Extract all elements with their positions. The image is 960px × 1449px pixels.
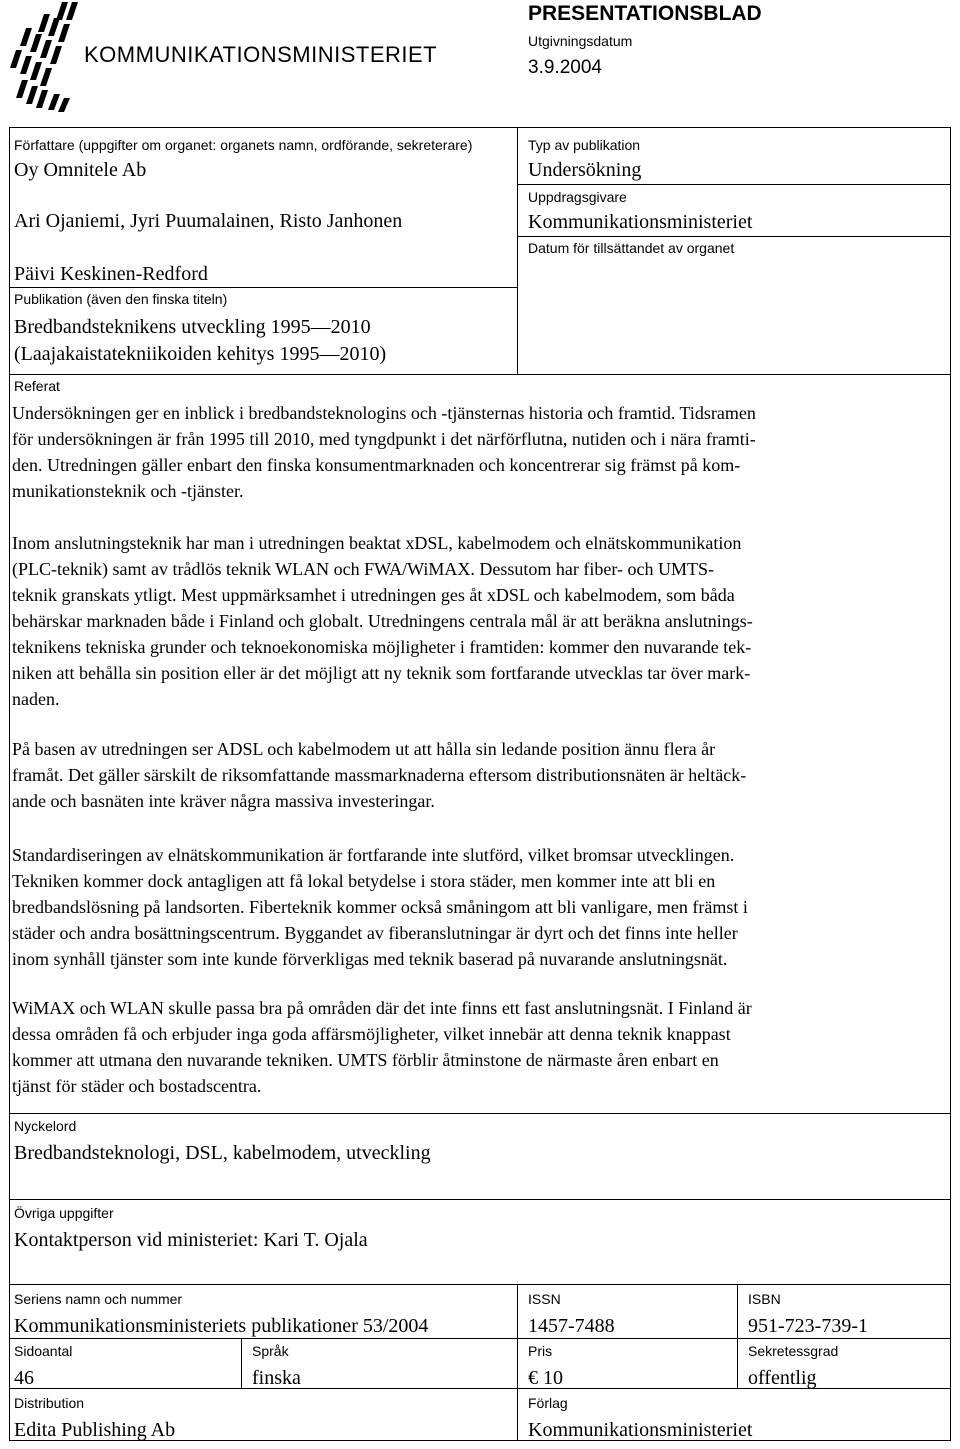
text-line: munikationsteknik och -tjänster. bbox=[12, 481, 244, 501]
top-box-border-top bbox=[9, 127, 951, 128]
series-label: Seriens namn och nummer bbox=[14, 1291, 183, 1307]
publication-date-value: 3.9.2004 bbox=[528, 57, 602, 78]
language-value: finska bbox=[252, 1367, 301, 1389]
secrecy-label: Sekretessgrad bbox=[748, 1343, 839, 1359]
issn-value: 1457-7488 bbox=[528, 1315, 615, 1337]
authors-names: Ari Ojaniemi, Jyri Puumalainen, Risto Janhonen bbox=[14, 210, 403, 232]
text-line: Tekniken kommer dock antagligen att få lokal betydelse i stora städer, men kommer inte att bli en bbox=[12, 871, 716, 891]
text-line: dessa områden få och erbjuder inga goda affärsmöjligheter, vilket innebär att denna teknik knappast bbox=[12, 1024, 731, 1044]
keywords-value: Bredbandsteknologi, DSL, kabelmodem, utveckling bbox=[14, 1142, 431, 1164]
abstract-paragraph-2 bbox=[12, 530, 944, 712]
client-value: Kommunikationsministeriet bbox=[528, 211, 753, 233]
text-line: ande och basnäten inte kräver några massiva investeringar. bbox=[12, 791, 435, 811]
footer-table-top bbox=[9, 1284, 951, 1285]
footer-col-divider-mid bbox=[517, 1284, 518, 1440]
distribution-value: Edita Publishing Ab bbox=[14, 1419, 176, 1441]
pages-value: 46 bbox=[14, 1367, 34, 1389]
abstract-divider bbox=[9, 374, 951, 375]
language-label: Språk bbox=[252, 1343, 289, 1359]
footer-row-divider-1 bbox=[9, 1338, 951, 1339]
text-line: framåt. Det gäller särskilt de riksomfattande massmarknaderna eftersom distributionsnäten är heltäck- bbox=[12, 765, 747, 785]
document-type-title: PRESENTATIONSBLAD bbox=[528, 2, 762, 25]
pages-label: Sidoantal bbox=[14, 1343, 73, 1359]
footer-col-divider-left bbox=[241, 1338, 242, 1388]
other-info-value: Kontaktperson vid ministeriet: Kari T. Ojala bbox=[14, 1229, 368, 1251]
price-value: € 10 bbox=[528, 1367, 563, 1389]
publication-title-line2: (Laajakaistatekniikoiden kehitys 1995—2010) bbox=[14, 343, 387, 365]
text-line: WiMAX och WLAN skulle passa bra på områden där det inte finns ett fast anslutningsnät. I Finland är bbox=[12, 998, 752, 1018]
left-border bbox=[9, 127, 10, 1440]
text-line: inom synhåll tjänster som inte kunde förverkligas med teknik baserad på nuvarande anslutningsnät. bbox=[12, 949, 728, 969]
ministry-name: KOMMUNIKATIONSMINISTERIET bbox=[84, 42, 438, 67]
text-line: Inom anslutningsteknik har man i utredningen beaktat xDSL, kabelmodem och elnätskommunikation bbox=[12, 533, 742, 553]
publication-type-value: Undersökning bbox=[528, 159, 642, 181]
other-info-divider bbox=[9, 1199, 951, 1200]
isbn-value: 951-723-739-1 bbox=[748, 1315, 868, 1337]
price-label: Pris bbox=[528, 1343, 553, 1359]
abstract-paragraph-3 bbox=[12, 736, 944, 814]
text-line: tjänst för städer och bostadscentra. bbox=[12, 1076, 262, 1096]
abstract-label: Referat bbox=[14, 378, 60, 394]
ministry-logo bbox=[10, 0, 80, 112]
keywords-label: Nyckelord bbox=[14, 1118, 77, 1134]
text-line: bredbandslösning på landsorten. Fiberteknik kommer också småningom att bli vanligare, men främst i bbox=[12, 897, 748, 917]
publication-title-line1: Bredbandsteknikens utveckling 1995—2010 bbox=[14, 316, 371, 338]
client-label: Uppdragsgivare bbox=[528, 189, 627, 205]
publisher-label: Förlag bbox=[528, 1395, 568, 1411]
authors-name2: Päivi Keskinen-Redford bbox=[14, 263, 208, 285]
appointment-date-label: Datum för tillsättandet av organet bbox=[528, 240, 735, 256]
top-box-divider bbox=[517, 127, 518, 374]
text-line: naden. bbox=[12, 689, 60, 709]
keywords-divider bbox=[9, 1113, 951, 1114]
secrecy-value: offentlig bbox=[748, 1367, 817, 1389]
text-line: niken att behålla sin position eller är det möjligt att ny teknik som fortfarande utvecklas tar över mark- bbox=[12, 663, 751, 683]
text-line: behärskar marknaden både i Finland och globalt. Utredningens centrala mål är att beräkna anslutnings- bbox=[12, 611, 753, 631]
text-line: Standardiseringen av elnätskommunikation är fortfarande inte slutförd, vilket bromsar utvecklingen. bbox=[12, 845, 735, 865]
text-line: den. Utredningen gäller enbart den finska konsumentmarknaden och koncentrerar sig främst på kom- bbox=[12, 455, 741, 475]
client-divider bbox=[517, 236, 951, 237]
text-line: teknikens tekniska grunder och teknoekonomiska möjligheter i framtiden: kommer den nuvarande tek- bbox=[12, 637, 752, 657]
publication-type-label: Typ av publikation bbox=[528, 137, 641, 153]
isbn-label: ISBN bbox=[748, 1291, 781, 1307]
other-info-label: Övriga uppgifter bbox=[14, 1205, 114, 1221]
authors-label: Författare (uppgifter om organet: organets namn, ordförande, sekreterare) bbox=[14, 137, 473, 153]
publisher-value: Kommunikationsministeriet bbox=[528, 1419, 753, 1441]
footer-col-divider-right bbox=[737, 1284, 738, 1388]
abstract-paragraph-5 bbox=[12, 995, 944, 1099]
publication-date-label: Utgivningsdatum bbox=[528, 33, 633, 49]
text-line: kommer att utmana den nuvarande tekniken. UMTS förblir åtminstone de närmaste åren enbart en bbox=[12, 1050, 719, 1070]
authors-org: Oy Omnitele Ab bbox=[14, 159, 147, 181]
publication-label: Publikation (även den finska titeln) bbox=[14, 291, 228, 307]
text-line: teknik granskats ytligt. Mest uppmärksamhet i utredningen ges åt xDSL och kabelmodem, som båda bbox=[12, 585, 735, 605]
text-line: På basen av utredningen ser ADSL och kabelmodem ut att hålla sin ledande position ännu flera år bbox=[12, 739, 716, 759]
abstract-paragraph-4 bbox=[12, 842, 944, 972]
abstract-paragraph-1 bbox=[12, 400, 944, 504]
type-divider bbox=[517, 184, 951, 185]
text-line: (PLC-teknik) samt av trådlös teknik WLAN och FWA/WiMAX. Dessutom har fiber- och UMTS- bbox=[12, 559, 714, 579]
right-border bbox=[950, 127, 951, 1440]
text-line: städer och andra bosättningscentrum. Byggandet av fiberanslutningar är dyrt och det finns inte heller bbox=[12, 923, 738, 943]
publication-divider bbox=[9, 287, 517, 288]
text-line: Undersökningen ger en inblick i bredbandsteknologins och -tjänsternas historia och framtid. Tidsramen bbox=[12, 403, 756, 423]
issn-label: ISSN bbox=[528, 1291, 561, 1307]
text-line: för undersökningen är från 1995 till 2010, med tyngdpunkt i det närförflutna, nutiden och i nära framti- bbox=[12, 429, 756, 449]
distribution-label: Distribution bbox=[14, 1395, 85, 1411]
series-value: Kommunikationsministeriets publikationer 53/2004 bbox=[14, 1315, 429, 1337]
